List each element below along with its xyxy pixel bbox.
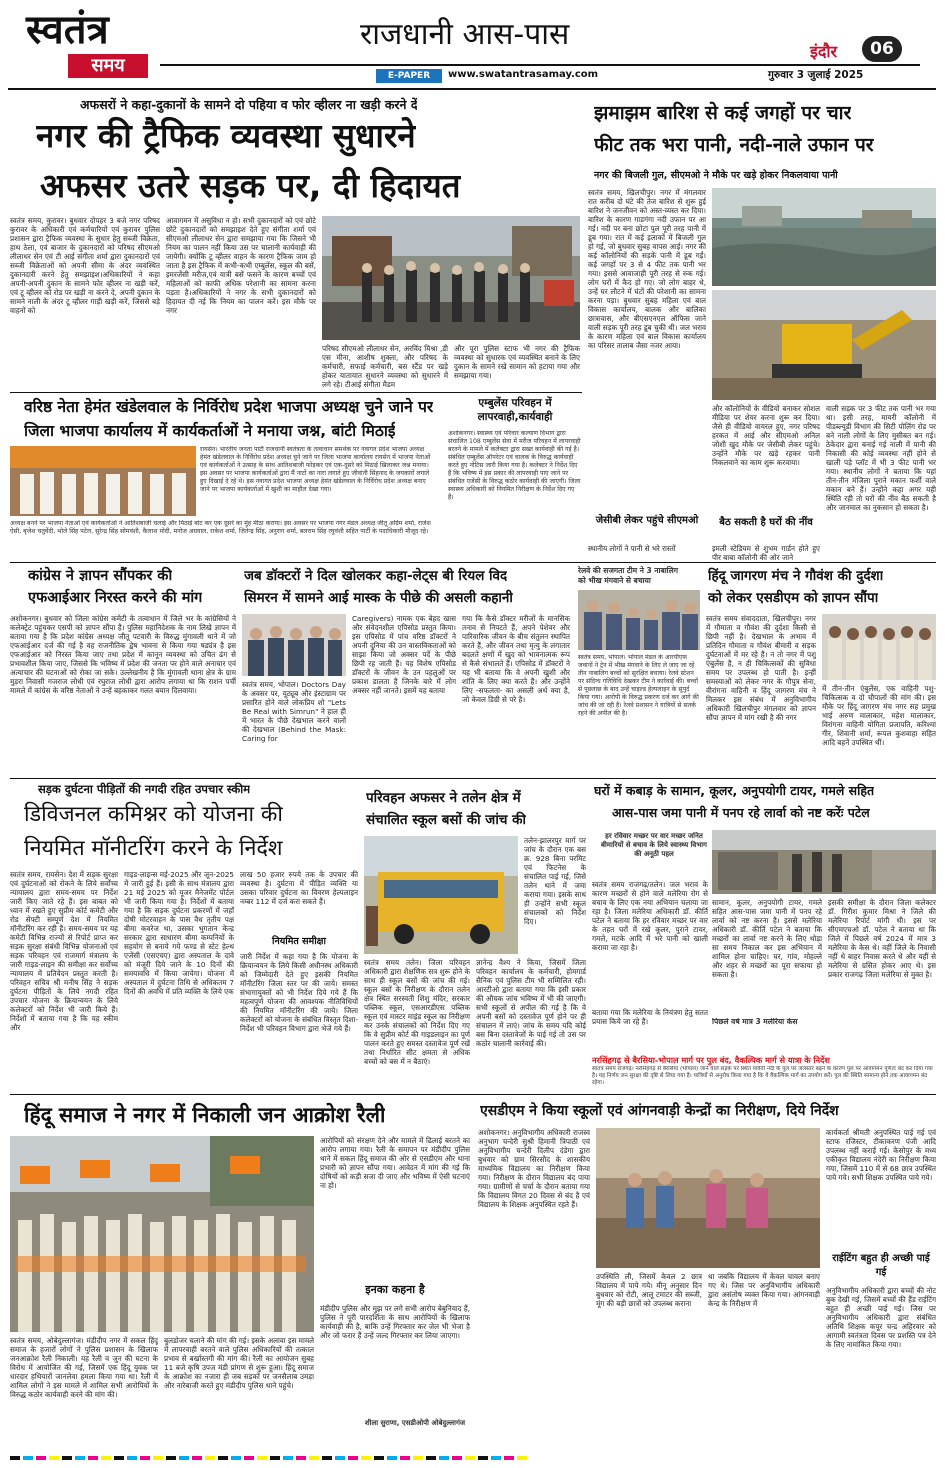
malaria-photo <box>712 830 936 894</box>
divider-lower <box>10 778 936 779</box>
sdm-col-3: कार्यकर्ता श्रीमती अनुपस्थित पाई गई एवं स्टाफ रजिस्टर, टीकाकरण पंजी आदि उपलब्ध नहीं कराई गई। केसोपुर के मध्य एकीकृत विद्यालय नंदेरी का निरीक्षण किया गया, जिसमें 110 में से 68 छात्र उपस्थित पाये गये। सभी शिक्षक उपस्थित पाये गये। <box>826 1128 936 1182</box>
transport-headline-1: परिवहन अफसर ने तलेन क्षेत्र में <box>366 790 521 806</box>
accident-col-3b: जारी निर्देश में कहा गया है कि योजना के क्रियान्वयन के लिये किसी अधीनस्थ अधिकारी को जिम्मेदारी देते हुए इसकी नियमित मॉनीटरिंग जिला स्तर पर की जाये। समस्त संभागायुक्तों को भी निर्देश दिये गये हैं कि महत्वपूर्ण योजना की आवश्यक नीतिविधियों की नियमित मॉनीटरिंग की जाये। जिला कलेक्टरों को योजना के संबंधित विस्तृत दिशा-निर्देश भी परिवहन विभाग द्वारा भेजे गये हैं। <box>240 952 358 1033</box>
rain-caption-1b: इमली स्टेडियम से शुभम गार्डन होते हुए पीर बाबा कॉलोनी की ओर जाने <box>712 544 820 562</box>
rally-subhead: इनका कहना है <box>365 1283 425 1296</box>
congress-headline-1: कांग्रेस ने ज्ञापन सौंपकर की <box>28 568 173 584</box>
ambulance-headline-2: लापरवाही,कार्यवाही <box>477 411 553 423</box>
cow-headline-2: को लेकर एसडीएम को ज्ञापन सौंपा <box>708 590 879 606</box>
bjp-headline-2: जिला भाजपा कार्यालय में कार्यकर्ताओं ने मनाया जश्न, बांटी मिठाई <box>24 422 396 440</box>
website-link[interactable]: www.swatantrasamay.com <box>448 69 599 80</box>
rain-caption-2: वाली सड़क पर 3 फीट तक पानी भर गया था। इसी तरह, मायरी कॉलोनी में पीडब्ल्यूडी विभाग की सिटी पोलिंग रोड पर बने नाली लोगों के लिए मुसीबत बन गई। ठेकेदार द्वारा बनाई गई नाली में पानी की निकासी की कोई व्यवस्था नहीं होने से खाली पड़े प्लॉट में भी 3 फीट पानी भर गया। स्थानीय लोगों ने बताया कि यहां तीन-तीन मंजिला पुराने मकान फर्शी वाले मकान बने हैं। उन्होंने कहा अगर यही स्थिति रही तो घरों की नींव बैठ सकती है और जानमाल का नुकसान हो सकता है। <box>826 404 936 512</box>
railway-text: स्वतंत्र समय, भोपाल। भोपाल मंडल के आरपीएफ जवानों ने ट्रेन में भीख मंगवाने के लिए ले जाए जा रहे तीन नाबालिग बच्चों को सुरक्षित बचाया। रेलवे स्टेशन पर संदिग्ध गतिविधि देखकर टीम ने कार्रवाई की। बच्चों से पूछताछ के बाद उन्हें चाइल्ड हेल्पलाइन के सुपुर्द किया गया। आरोपी के विरुद्ध प्रकरण दर्ज कर आगे की जांच की जा रही है। रेलवे प्रशासन ने यात्रियों से सतर्क रहने की अपील की है। <box>578 654 699 717</box>
malaria-subhead: पिछले वर्ष मात्र 3 मलेरिया केस <box>712 1018 798 1026</box>
doctors-col-3: गया कि कैसे डॉक्टर मरीजों के मानसिक तनाव से निपटते हैं, अपने पेशेवर और पारिवारिक जीवन के बीच संतुलन स्थापित करते हैं, और जीवन तथा मृत्यु के लगातार बदलते क्षणों में खुद को भावनात्मक रूप से कैसे संभालते हैं। एपिसोड में डॉक्टरों ने यह भी बताया कि वे अपनी खुशी और शांति के लिए क्या करते हैं। और उन्होंने लिए -सफलता- का असली अर्थ क्या है, जो केवल डिग्री से परे है। <box>462 614 570 704</box>
ambulance-story <box>448 394 582 562</box>
congress-text: अशोकनगर। बुधवार को जिला कांग्रेस कमेटी के तत्वाधान में जिले भर के कांग्रेसियों ने कलेक्ट्रेट पहुंचकर एसपी को ज्ञापन सौंपा है। पुलिस महानिदेशक के नाम लिखे ज्ञापन में बताया गया है कि प्रदेश कांग्रेस अध्यक्ष जीतू पटवारी के विरुद्ध मुंगावली थाने में जो एफआईआर दर्ज की गई है वह राजनीतिक द्वेष भावना से किया गया षड्यंत्र है इस एफआईआर को निरस्त किया जाए तथा प्रदेश में कानून व्यवस्था को उचित ढंग से प्रभावशील किया जाए, जिससे कि भविष्य में प्रदेश की जनता पर होने वाले अनाचार एवं अत्याचार की घटनाओं को रोका जा सके। उल्लेखनीय है कि मुंगावली थाना क्षेत्र के ग्राम मुड़रा निवासी गजराज लोधी एवं रघुराज लोधी द्वारा आरोप लगाया था कि राशन पर्ची मामले में कांग्रेस के वरिष्ठ नेताओं ने उन्हें बहकाकर गलत बयान दिलवाया। <box>10 614 236 695</box>
rain-pull-1: जेसीबी लेकर पहुंचे सीएमओ <box>595 515 699 526</box>
transport-photo <box>364 836 518 954</box>
malaria-headline-2: आस-पास जमा पानी में पनप रहे लार्वा को नष्ट करेंः पटेल <box>612 805 870 820</box>
divider-mid <box>10 562 936 563</box>
color-bar <box>10 1456 936 1462</box>
rain-headline-1: झमाझम बारिश से कई जगहों पर चार <box>594 102 852 124</box>
cow-story <box>706 564 936 776</box>
sdm-story <box>478 1096 936 1450</box>
sdm-col-1: अशोकनगर। अनुविभागीय अधिकारी राजस्व अनुभाग चन्देरी सुश्री हिमानी त्रिपाठी एवं अनुविभागीय चन्देरी दिलीप दंडेगा द्वारा बुधवार को ग्राम सिरसौद के शासकीय माध्यमिक विद्यालय का निरीक्षण किया गया। निरीक्षण के दौरान विद्यालय बंद पाया गया। ग्रामीणों से चर्चा के दौरान बताया गया कि विद्यालय विगत 20 दिवस से बंद है एवं विद्यालय के शिक्षक अनुपस्थित रहते हैं। <box>478 1128 590 1209</box>
transport-col-1: स्वतंत्र समय तलेन। जिला परिवहन अधिकारी द्वारा शैक्षणिक सत्र शुरू होने के साथ ही स्कूल बसों की जांच की गई। स्कूल बसों के निरीक्षण के दौरान तलेन क्षेत्र स्थित सरस्वती शिशु मंदिर, सरकार पब्लिक स्कूल, एसआरडीएस पब्लिक स्कूल एवं मास्टर माइंड स्कूल का निरीक्षण कर उनके संचालकों को निर्देश दिए गए कि वे सुप्रीम कोर्ट की गाइडलाइन का पूर्ण पालन करते हुए समस्त दस्तावेज पूर्ण रखें तथा निर्धारित सीट क्षमता से अधिक बच्चों को बस में न बैठाएं। <box>364 958 470 1066</box>
rain-kicker: नगर की बिजली गुल, सीएमओ ने मौके पर खड़े होकर निकलवाया पानी <box>594 170 838 181</box>
doctors-headline-2: सिमरन में सामने आई मास्क के पीछे की असली कहानी <box>244 590 513 606</box>
masthead <box>0 0 945 88</box>
logo[interactable] <box>26 8 154 84</box>
railway-headline-1: रेलवे की सजगता टीम ने 3 नाबालिग <box>578 566 678 575</box>
lead-caption: परिषद सीएमओ लीलाधर सेन, अरविंद मिश्रा ,डी एस मीना, आशीष शुक्ला, और परिषद के कर्मचारी, सफाई कर्मचारी, बस स्टैंड पर खड़े होकर यातायात सुधारने व्यवस्था को सुधारने में लगे रहे। टीआई संगीता मैडम <box>322 344 448 388</box>
rain-col-1b: स्थानीय लोगों ने पानी से भरे रास्तों <box>588 544 676 553</box>
divider-lead <box>10 392 582 393</box>
congress-story <box>10 564 236 776</box>
rally-col-1: स्वतंत्र समय, ओबेदुल्लागंज। मंडीदीप नगर में सकल हिंदू समाज के हजारों लोगों ने पुलिस प्रशासन के खिलाफ जनआक्रोश रैली निकाली। यह रैली व जुन की घटना के विरोध में आयोजित की गई, जिसमें एक हिंदू युवक पर धारदार हथियारों जानलेवा हमला किया गया था। रैली में शामिल लोगों ने इस मामले में शामिल सभी आरोपियों के विरुद्ध कठोर कार्यवाही करने की मांग की। <box>10 1336 158 1399</box>
lead-col-3: और पूरा पुलिस स्टाफ भी नगर की ट्रैफिक व्यवस्था को सुधारक एवं व्यवस्थित बनाने के लिए दुकान के सामने रखे सामान को हटाया गया और समझाया गया। <box>454 344 580 380</box>
rain-story <box>588 92 936 562</box>
railway-photo <box>578 590 700 650</box>
sdm-pull: राईटिंग बहुत ही अच्छी पाई गई <box>832 1253 930 1278</box>
rain-photo-2 <box>712 290 936 400</box>
rain-pull-2: बैठ सकती है घरों की नींव <box>719 517 813 528</box>
sdm-headline: एसडीएम ने किया स्कूलों एवं आंगनवाड़ी केन्द्रों का निरीक्षण, दिये निर्देश <box>480 1103 839 1119</box>
lead-story <box>10 92 582 390</box>
transport-story <box>364 780 586 1092</box>
rally-story <box>10 1096 470 1450</box>
sdm-caption-1: उपस्थिति ली, जिसमें केवल 2 छात्र विद्यालय में पाये गये। मीनू अनुसार दिन बुधवार को रोटी, आलू टमाटर की सब्जी, मूंग की बड़ी छात्रों को उपलब्ध कराना <box>596 1272 702 1308</box>
logo-line1: स्वतंत्र <box>26 6 109 53</box>
page-number: 06 <box>862 36 902 62</box>
rally-headline: हिंदू समाज ने नगर में निकाली जन आक्रोश रैली <box>24 1103 386 1127</box>
bjp-photo <box>10 446 196 516</box>
cow-col-1: स्वतंत्र समय संवाददाता, खिलचीपुर। नगर में गौमाता व गौवंश की दुर्दशा किसी से छिपी नहीं है। देखभाल के अभाव में प्रतिदिन गौमाता व गौवंश बीमारी व सड़क दुर्घटनाओं में मर रहे हैं। न तो नगर में पशु एंबुलेंस है, न ही चिकित्सकों की सुविधा समय पर उपलब्ध हो पाती है। इन्हीं समस्याओं को लेकर नगर के गौपुत्र सेना, वीरांगना वाहिनी व हिंदू जागरण मंच ने मिलकर इस संबंध में अनुविभागीय अधिकारी खिलचीपुर मंगलवार को ज्ञापन सौंपा ज्ञापन में मांग रखी है की नगर <box>706 614 816 722</box>
section-title: राजधानी आस-पास <box>360 17 570 52</box>
congress-headline-2: एफआईआर निरस्त करने की मांग <box>28 590 203 606</box>
railway-story <box>578 564 700 776</box>
accident-subhead: नियमित समीक्षा <box>272 936 326 947</box>
doctors-col-1: स्वतंत्र समय, भोपाल। Doctors Day के अवसर पर, यूट्यूब और इंस्टाग्राम पर प्रसारित होने वाले लोकप्रिय शो "Lets Be Real with Simrun" ने हाल ही में भारत के पीछे देखभाल करने वालों की देखभाल (Behind the Mask: Caring for <box>242 680 346 743</box>
lead-col-1: स्वतंत्र समय, कुरावर। बुधवार दोपहर 3 बजे नगर परिषद कुरावर के अधिकारी एवं कर्मचारियों एवं कुरावर पुलिस प्रशासन द्वारा ट्रैफिक व्यवस्था के सुधार हेतु सब्जी विक्रेता, हाथ ठेला, एवं बाजार के दुकानदारों को परिषद सीएमओ लीलाधर सेन एवं टी आई संगीता शर्मा द्वारा दुकानदारों एवं सब्जी विक्रेताओं को अपनी सीमा के अंदर व्यवस्थित दुकानदारी करने हेतु समझाइश।अधिकारियों ने कहा अपनी-अपनी दुकान के सामने फोर व्हीलर ना खड़ी करें, एवं टू व्हीलर को रोड पर खड़ी ना करने दे, अपनी दुकान के सामने नाली के अंदर टू व्हीलर गाड़ी खड़ी करें, जिससे बड़े वाहनों को <box>10 216 160 315</box>
transport-col-2: ज्ञानेन्द्र वैश्य ने किया, जिसमें जिला परिवहन कार्यालय के कर्मचारी, होमगार्ड सैनिक एवं पुलिस टीम भी सम्मिलित रही।आरटीओ द्वारा बताया गया कि इसी प्रकार की औचक जांच भविष्य में भी की जाएगी। सभी स्कूलों से अपील की गई है कि वे अपनी बसों को दस्तावेज पूर्ण होने पर ही संचालन में लाएं। जांच के समय यदि कोई बस बिना दस्तावेजों के पाई गई तो उस पर कठोर चालानी कार्रवाई की। <box>476 958 586 1048</box>
lead-photo <box>322 216 580 340</box>
transport-headline-2: संचालित स्कूल बसों की जांच की <box>366 812 526 828</box>
lead-kicker: अफसरों ने कहा-दुकानों के सामने दो पहिया व फोर व्हीलर ना खड़ी करने दें <box>80 97 418 112</box>
malaria-headline-1: घरों में कबाड़ के सामान, कूलर, अनुपयोगी टायर, गमले सहित <box>594 783 875 798</box>
city-name: इंदौर <box>810 42 838 61</box>
bjp-caption: अध्यक्ष बनने पर भाजपा नेताओं एवं कार्यकर्ताओं ने आतिशबाजी चलाई और मिठाई बांट कर एक दूसरे का मुंह मीठा कराया। इस अवसर पर भाजपा नगर मंडल अध्यक्ष जीतू अग्रिम शर्मा, राजेश ऐसी, बृजेश चतुर्वेदी, भोले सिंह पटेल, सुरेन्द्र सिंह सोमवंशी, कैलाश मोदी, मनोज अग्रवाल, राकेश शर्मा, जितेन्द्र सिंह, अनुराग शर्मा, बलराम सिंह रघुवंशी सहित पार्टी के पदाधिकारी मौजूद रहे। <box>10 520 431 535</box>
lead-headline-1: नगर की ट्रैफिक व्यवस्था सुधारने <box>36 116 416 155</box>
masthead-line <box>160 64 920 66</box>
lead-headline-2: अफसर उतरे सड़क पर, दी हिदायत <box>40 166 461 205</box>
doctors-story <box>242 564 572 776</box>
bjp-story <box>10 394 438 562</box>
doctors-headline-1: जब डॉक्टरों ने दिल खोलकर कहा-लेट्स बी रियल विद <box>244 568 508 584</box>
malaria-col-1b: बताया गया कि मलेरिया के नियंत्रण हेतु सतत प्रयास किये जा रहे हैं। <box>592 1008 708 1026</box>
railway-headline-2: को भीख मंगवाने से बचाया <box>578 576 651 585</box>
doctors-col-2: Caregivers) नामक एक बेहद खास और संवेदनशील एपिसोड प्रस्तुत किया। इस एपिसोड में पांच वरिष्ठ डॉक्टरों ने अपनी दुनिया की उन वास्तविकताओं को साझा किया जो अक्सर पर्दे के पीछे छिपी रह जाती हैं। यह विशेष एपिसोड डॉक्टरों के जीवन के उन पहलुओं पर प्रकाश डालता है जिनके बारे में लोग अक्सर नहीं जानते। इसमें यह बताया <box>352 614 456 695</box>
logo-line2: समय <box>68 54 148 78</box>
transport-col-side: तलेन-झालरपुर मार्ग पर जांच के दौरान एक बस क्र. 928 बिना परमिट एवं फिटनेस के संचालित पाई गई, जिसे तलेन थाने में जमा कराया गया। इसके साथ ही उन्होंने सभी स्कूल संचालकों को निर्देश दिए। <box>524 836 586 926</box>
malaria-story <box>592 780 936 1052</box>
rally-photo <box>10 1136 314 1332</box>
bridge-text: स्वतंत्र समय राजगढ़। नरसिंहगढ़ से बैरसिया (भोपाल) जाने वाले सड़क पर स्थित पार्वती नदी के पुल पर जलस्तर बढ़ने के कारण पुल पर आवागमन पूर्णतः बंद कर दिया गया है। यह निर्णय जन सुरक्षा की दृष्टि से लिया गया है। यात्रियों से अनुरोध किया गया है कि वे वैकल्पिक मार्ग का उपयोग करें। पुल की स्थिति सामान्य होने तक आवागमन बंद रहेगा। <box>592 1066 933 1086</box>
malaria-col-1: स्वतंत्र समय राजगढ़/तलेन। जल भराव के कारण मच्छरों से होने वाले मलेरिया रोग से बचाव के लिए एक नया अभियान चलाया जा रहा है। जिला मलेरिया अधिकारी डॉ. कीर्ति पटेल ने बताया कि हर रविवार मच्छर पर वार के तहत घरों में रखे कूलर, पुराने टायर, गमले, मटके आदि में भरे पानी को खाली कराया जा रहा है। <box>592 880 708 952</box>
epaper-tag[interactable]: E-PAPER <box>376 69 442 83</box>
ambulance-text: अशोकनगर। स्वास्थ्य एवं परिवार कल्याण विभाग द्वारा संचालित 108 एम्बुलेंस सेवा में मरीज परिवहन में लापरवाही बरतने के मामले में कलेक्टर द्वारा सख्त कार्यवाही की गई है। संबंधित एम्बुलेंस ऑपरेटर एवं चालक के विरुद्ध कार्यवाही करते हुए नोटिस जारी किया गया है। कलेक्टर ने निर्देश दिए हैं कि भविष्य में इस प्रकार की लापरवाही पाए जाने पर संबंधित एजेंसी के विरुद्ध कठोर कार्यवाही की जाएगी। जिला स्वास्थ्य अधिकारी को नियमित निरीक्षण के निर्देश दिए गए हैं। <box>448 430 581 501</box>
sdm-caption-2: था जबकि विद्यालय में केवल चावल बनाए गए थे। जिस पर अनुविभागीय अधिकारी द्वारा असंतोष व्यक्त किया गया। आंगनवाड़ी केन्द्र के निरीक्षण में <box>708 1272 820 1308</box>
accident-col-3: लाख 50 हजार रुपये तक के उपचार की व्यवस्था है। दुर्घटना में पीड़ित व्यक्ति या उसका परिवार दुर्घटना का विवरण हेल्पलाइन नम्बर 112 में दर्ज करा सकते हैं। <box>240 870 358 906</box>
sdm-photo <box>596 1128 820 1268</box>
malaria-col-3: इसकी समीक्षा के दौरान जिला कलेक्टर डॉ. गिरीश कुमार मिश्रा ने जिले की मलेरिया रिपोर्ट मांगी थी। इस पर सीएमएचओ डॉ. पटेल ने बताया था कि जिले में पिछले वर्ष 2024 में मात्र 3 मलेरिया के केस थे। वहीं जिले के निवासी नहीं थे बाहर निवास करते थे और यहीं से मलेरिया से ग्रसित होकर आए थे। इस प्रकार राजगढ़ जिला मलेरिया से मुक्त है। <box>828 898 936 979</box>
accident-headline-1: डिविजनल कमिश्नर को योजना की <box>24 802 283 827</box>
rain-col-1: स्वतंत्र समय, खिलचीपुर। नगर में मंगलवार रात करीब दो घंटे की तेज बारिश से शुरू हुई बारिश ने जनजीवन को अस्त-व्यस्त कर दिया। बारिश के कारण गाडगंगा नदी उफान पर आ गई। नदी पर बना छोटा पुल पूरी तरह पानी में डूब गया। रात में कई इलाकों में बिजली गुल हो गई, जो बुधवार सुबह वापस आई। नगर की कई कॉलोनियों की सड़कें पानी में डूब गईं। कई जगहों पर 3 से 4 फीट तक पानी भर गया। इससे आवाजाही पूरी तरह से रुक गई। लोग घरों में कैद हो गए। जो लोग बाहर थे, उन्हें घर लौटने में घंटों की परेशानी का सामना करना पड़ा। बुधवार सुबह महिला एवं बाल विकास कार्यालय, बालक और बालिका छात्रावास, और बीएसएनएल ऑफिस जाने वाली सड़क पूरी तरह डूब चुकी थी। जल भराव के कारण महिला एवं बाल विकास कार्यालय का परिसर तालाब जैसा नजर आया। <box>588 188 706 350</box>
cow-col-2: में तीन-तीन एंबुलेंस, एक वाहिनी पशु-चिकित्सक व दो चौपालों की मांग की। इस मौके पर हिंदू जागरण मंच नगर सह प्रमुख भाई अरुण मालाकार, महेश मालाकार, विरांगना वाहिनी योगिता प्रजापति, करिश्मा गीर, शिवानी शर्मा, रूपल कुशवाहा सहित आदि बहनें उपस्थित थीं। <box>822 684 936 747</box>
rally-col-3: आरोपियों को संरक्षण देने और मामले में ढिलाई बरतने का आरोप लगाया गया। रैली के समापन पर मंडीदीप पुलिस थाने में सकल हिंदू समाज की ओर से एसडीएम और थाना प्रभारी को ज्ञापन सौंपा गया। आवेदन में मांग की गई कि दोषियों को कड़ी सजा दी जाए और भविष्य में ऐसी घटनाएं ना हो। <box>320 1136 470 1190</box>
rain-photo-1 <box>712 188 936 286</box>
bridge-headline: नरसिंहगढ़ से बैरसिया-भोपाल मार्ग पर पुल बंद, वैकल्पिक मार्ग से यात्रा के निर्देश <box>592 1055 830 1065</box>
malaria-col-2: सामान, कूलर, अनुपयोगी टायर, गमले सहित आस-पास जमा पानी में पनप रहे लार्वा को नष्ट करना है। इससे मलेरिया अधिकारी डॉ. कीर्ति पटेल ने बताया कि मच्छरों का लार्वा नष्ट करने के लिए थोड़ा सा समय निकाल कर इस अभियान में शामिल होना चाहिए। घर, गांव, मोहल्ले और शहर से मच्छरों का पूरा सफाया हो सकता है। <box>712 898 822 979</box>
rally-col-3b: मंडीदीप पुलिस और मुझ पर लगे सभी आरोप बेबुनियाद हैं, पुलिस ने पूरी पारदर्शिता के साथ आरोपियों के खिलाफ कार्यवाही की है, बाकि उन्हें गिरफ्तार कर जेल भी भेजा है और जो फरार हैं उन्हें जल्द गिरफ्तार कर लिया जाएगा। <box>320 1304 470 1340</box>
bjp-text: रायसेन। भारतीय जनता पार्टी राजधानी स्वतंत्रता के तत्वाधान समर्थक पर नवागत प्रदेश भाजपा अध्यक्ष हेमंत खंडेलवाल के निर्विरोध प्रदेश अध्यक्ष चुने जाने पर जिला भाजपा कार्यालय रायसेन में भाजपा नेताओं एवं कार्यकर्ताओं ने उत्साह के साथ आतिशबाजी फोड़कर एवं एक-दूसरे को मिठाई खिलाकर जश्न मनाया। इस अवसर पर भाजपा कार्यकर्ताओं द्वारा मैं नाटों का नारा लगाते हुए जीवांती सिंहनाद के जयकारों लगाते हुए दिखाई दे रहे थे। इस नवागत प्रदेश भाजपा अध्यक्ष हेमंत खंडेलवाल के निर्विरोध प्रदेश अध्यक्ष बनाए जाने पर भाजपा कार्यकर्ताओं में खुशी का माहौल देखा गया। <box>200 446 431 493</box>
accident-col-2: गाइड-लाइन्स मई-2025 और जून-2025 में जारी हुई हैं। इसी के साथ मंत्रालय द्वारा 21 मई 2025 को यूजर मैनेजमेंट पोर्टल भी जारी किया गया है। निर्देशों में बताया गया है कि सड़क दुर्घटना प्रकरणों में जहाँ दोषी मोटरवाहन के पास वैध तृतीय पक्ष बीमा कवरेज था, उसका भुगतान केन्द्र सरकार द्वारा साधारण बीमा कम्पनियों के सहयोग से बनाये गये फण्ड से स्टेट हेल्थ एजेंसी (एसएचए) द्वारा अस्पताल के दावे को मंजूरी दिये जाने के 10 दिनों की समयावधि में किया जायेगा। योजना में अस्पताल में दुर्घटना तिथि से अधिकतम 7 दिनों की अवधि में प्रति व्यक्ति के लिये एक <box>124 870 234 996</box>
sdm-col-3b: अनुविभागीय अधिकारी द्वारा बच्चों की नोट बुक देखी गई, जिसमें बच्चों की हैंड राईटिंग बहुत ही अच्छी पाई गई। जिस पर अनुविभागीय अधिकारी द्वारा संबंधित अतिथि शिक्षक कपूर चन्द्र अहिरवार को आगामी स्वतंत्रता दिवस पर प्रशस्ति पत्र देने के लिए नामांकित किया गया। <box>826 1286 936 1349</box>
accident-headline-2: नियमित मॉनीटरिंग करने के निर्देश <box>24 836 283 861</box>
bjp-headline-1: वरिष्ठ नेता हेमंत खंडेलवाल के निर्विरोध प्रदेश भाजपा अध्यक्ष चुने जाने पर <box>24 398 434 416</box>
cow-headline-1: हिंदू जागरण मंच ने गौवंश की दुर्दशा <box>708 568 884 584</box>
rally-signature: शीला सुराणा, एसडीओपी ओबेदुल्लागंज <box>364 1419 466 1427</box>
top-rule <box>8 88 936 90</box>
ambulance-headline-1: एम्बुलेंस परिवहन में <box>478 397 552 409</box>
accident-col-1: स्वतंत्र समय, रायसेन। देश में सड़क सुरक्षा एवं दुर्घटनाओं को रोकने के लिये सर्वोच्च न्यायालय द्वारा समय-समय पर निर्देश जारी किए जाते रहे हैं। इस बाबत को ध्यान में रखते हुए सुप्रीम कोर्ट कमेटी और रोड सेफ्टी सम्पूर्ण देश में नियमित मॉनीटरिंग कर रही है। समय-समय पर यह कमेटी विभिन्न राज्यों से रिपोर्ट प्राप्त कर सड़क सुरक्षा संबंधी विभिन्न योजनाओं एवं सड़क परिवहन एवं राजमार्ग मंत्रालय के जारी गाइड-लाइन की समीक्षा कर सर्वोच्च न्यायालय में प्रतिवेदन प्रस्तुत करती है। परिवहन सचिव श्री मनीष सिंह ने सड़क दुर्घटना पीड़ितों के लिये नगदी रहित उपचार योजना के क्रियान्वयन के लिये कलेक्टरों को निर्देश भी जारी किये हैं। निर्देशों में बताया गया है कि यह स्कीम और <box>10 870 118 1032</box>
issue-date: गुरुवार 3 जुलाई 2025 <box>768 69 864 81</box>
rain-headline-2: फीट तक भरा पानी, नदी-नाले उफान पर <box>594 134 874 156</box>
bridge-notice <box>592 1054 936 1092</box>
rally-col-2: बुलडोजर चलाने की मांग की गई। इसके अलावा इस मामले में लापरवाही बरतने वाले पुलिस अधिकारियों की तत्काल प्रभाव से बर्खास्तगी की मांग की। रैली का आयोजन सुबह 11 बजे कृषि उपज मंडी प्रांगण से शुरू हुआ। हिंदू समाज के आक्रोश का नजारा ही जब सड़कों पर जनसैलाब उमड़ा और नारेबाजी करते हुए मंडीदीप पुलिस थाने पहुंचे। <box>164 1336 314 1390</box>
doctors-photo <box>242 614 346 676</box>
lead-col-2: आवागमन में असुविधा न हो। सभी दुकानदारों को एवं छोटे छोटे दुकानदारों को समझाइश देते हुए संगीता शर्मा एवं सीएमओ लीलाधर सेन द्वारा समझाया गया कि जिसने भी नियम का पालन नहीं किया उस पर चालानी कार्यवाही की जायेगी। क्योंकि टू व्हीलर वाहन के कारण ट्रैफिक जाम हो जाता है इस ट्रैफिक में कभी-कभी एम्बुलेंस, स्कूल की बसें, इमरजेंसी मरीज,एवं यात्री बसें फसने के कारण बच्चों एवं महिलाओं को काफी अधिक परेशानी का सामना करना पड़ता है।अधिकारियों ने नगर के सभी दुकानदारों को हिदायत दी नई कि नियम का पालन करें। इस मौके पर नगर <box>166 216 316 315</box>
cow-photo <box>822 614 936 680</box>
malaria-box: हर रविवार मच्छर पर वार मच्छर जनित बीमारियों से बचाव के लिये स्वास्थ्य विभाग की अनूठी पहल <box>600 832 707 858</box>
rain-caption-1: और कॉलोनियों के वीडियो बनाकर सोशल मीडिया पर शेयर करना शुरू कर दिया। जैसे ही वीडियो वायरल हुए, नगर परिषद हरकत में आई और सीएमओ अनिल जोशी खुद मौके पर जेसीबी लेकर पहुंचे। उन्होंने मौके पर खड़े रहकर पानी निकलवाने का काम शुरू करवाया। <box>712 404 820 467</box>
divider-bottom <box>10 1094 936 1095</box>
accident-kicker: सड़क दुर्घटना पीड़ितों की नगदी रहित उपचार स्कीम <box>38 782 251 796</box>
accident-story <box>10 780 358 1092</box>
